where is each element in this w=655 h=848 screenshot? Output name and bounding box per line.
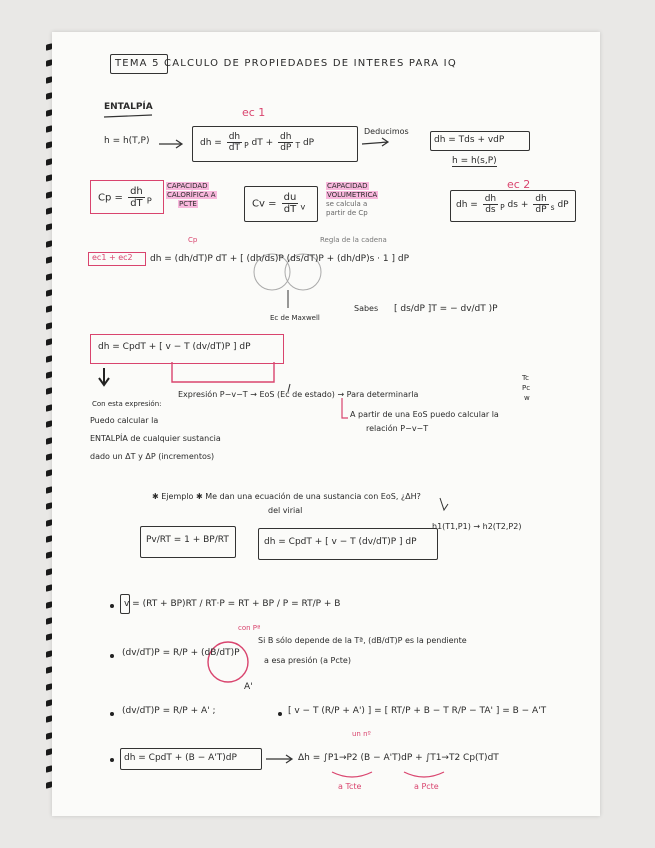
binder-hole	[46, 125, 52, 133]
binder-hole	[46, 404, 52, 412]
binder-hole	[46, 207, 52, 215]
binder-hole	[46, 584, 52, 592]
binder-hole	[46, 420, 52, 428]
binder-hole	[46, 535, 52, 543]
binder-hole	[46, 666, 52, 674]
binder-hole	[46, 338, 52, 346]
bullet-4	[278, 712, 282, 716]
conclusion-4: dado un ΔT y ΔP (incrementos)	[90, 452, 215, 461]
pc-label: Pc	[522, 384, 531, 392]
binder-hole	[46, 273, 52, 281]
binder-hole	[46, 92, 52, 100]
maxwell-note: Ec de Maxwell	[270, 314, 320, 322]
step5-label-a: a Tcte	[338, 782, 362, 791]
binder-hole	[46, 781, 52, 789]
dh-example-eq: dh = CpdT + [ v − T (dv/dT)P ] dP	[264, 537, 417, 547]
binder-hole	[46, 486, 52, 494]
binder-hole	[46, 732, 52, 740]
binder-hole	[46, 470, 52, 478]
sabes-eq: [ ds/dP ]T = − dv/dT )P	[394, 304, 498, 314]
binder-hole	[46, 142, 52, 150]
sabes-label: Sabes	[354, 304, 379, 313]
binder-hole	[46, 650, 52, 658]
combo-eq: dh = (dh/dT)P dT + [ (dh/ds)P (ds/dT)P + (dh/dP)s · 1 ] dP	[150, 254, 409, 264]
step5-integral: Δh = ∫P1→P2 (B − A'T)dP + ∫T1→T2 Cp(T)dT	[298, 753, 499, 763]
step3-eq: (dv/dT)P = R/P + A' ;	[122, 706, 216, 716]
binder-hole	[46, 60, 52, 68]
binder-hole	[46, 519, 52, 527]
binder-hole	[46, 76, 52, 84]
binder-hole	[46, 158, 52, 166]
ec1-label: ec 1	[242, 106, 266, 119]
bullet-5	[110, 758, 114, 762]
step1-eq: v = (RT + BP)RT / RT·P = RT + BP / P = RT/P + B	[124, 599, 341, 609]
notebook-page	[52, 32, 600, 816]
binder-hole	[46, 716, 52, 724]
conclusion-2: Puedo calcular la	[90, 416, 159, 425]
step2-A: A'	[244, 682, 253, 692]
deducimos-label: Deducimos	[364, 127, 409, 136]
binder-hole	[46, 224, 52, 232]
binder-hole	[46, 765, 52, 773]
binder-hole	[46, 748, 52, 756]
step2-note2: a esa presión (a Pcte)	[264, 656, 351, 665]
binder-hole	[46, 371, 52, 379]
w-label: w	[524, 394, 530, 402]
eos-eq: Pv/RT = 1 + BP/RT	[146, 535, 229, 545]
binder-hole	[46, 322, 52, 330]
binder-hole	[46, 437, 52, 445]
step5-label-b: a Pcte	[414, 782, 439, 791]
cv-definition: Cv = $\frac{du}{dT}$ $_v$	[252, 192, 306, 215]
example-states: h1(T1,P1) → h2(T2,P2)	[432, 522, 522, 531]
binder-hole	[46, 174, 52, 182]
binder-hole	[46, 109, 52, 117]
eq2: dh = $\frac{dh}{ds}$ $_P$ ds + $\frac{dh}{dP}$ $_s$ dP	[456, 194, 569, 215]
tc-label: Tc	[522, 374, 529, 382]
step5-eq: dh = CpdT + (B − A'T)dP	[124, 753, 237, 763]
step2-eq: (dv/dT)P = R/P + (dB/dT)P	[122, 648, 240, 658]
result-eq: dh = CpdT + [ v − T (dv/dT)P ] dP	[98, 342, 251, 352]
binder-hole	[46, 502, 52, 510]
binder-hole	[46, 683, 52, 691]
binder-hole	[46, 453, 52, 461]
binder-hole	[46, 43, 52, 51]
example-subtitle: del virial	[268, 506, 303, 515]
binder-hole	[46, 601, 52, 609]
binder-hole	[46, 699, 52, 707]
regla-cadena-note: Regla de la cadena	[320, 236, 387, 244]
binder-hole	[46, 355, 52, 363]
bullet-3	[110, 712, 114, 716]
eq1: dh = $\frac{dh}{dT}$ $_P$ dT + $\frac{dh}{dP}$ $_T$ dP	[200, 132, 315, 153]
conclusion-3: ENTALPÍA de cualquier sustancia	[90, 434, 221, 443]
binder-holes	[46, 44, 56, 804]
step2-note1: Si B sólo depende de la Tª, (dB/dT)P es la pendiente	[258, 636, 467, 645]
binder-hole	[46, 256, 52, 264]
cp-note: CAPACIDAD CALORÍFICA A PCTE	[167, 182, 216, 208]
binder-hole	[46, 568, 52, 576]
cv-note: CAPACIDAD VOLUMETRICA se calcula a partir de Cp	[326, 182, 378, 217]
h-sP: h = h(s,P)	[452, 156, 497, 166]
binder-hole	[46, 634, 52, 642]
expr-line1: Expresión P−v−T → EoS (Ec de estado) → Para determinarla	[178, 390, 419, 399]
h-function: h = h(T,P)	[104, 136, 150, 146]
cp-definition: Cp = $\frac{dh}{dT}$ $_P$	[98, 186, 152, 209]
binder-hole	[46, 617, 52, 625]
expr-line2: A partir de una EoS puedo calcular la	[350, 410, 499, 419]
cp-tag: Cp	[188, 236, 198, 244]
combo-label: ec1 + ec2	[92, 253, 133, 262]
step5-top: un nº	[352, 730, 371, 738]
binder-hole	[46, 191, 52, 199]
binder-hole	[46, 552, 52, 560]
example-title: ✱ Ejemplo ✱ Me dan una ecuación de una sustancia con EoS, ¿ΔH?	[152, 492, 421, 501]
expr-line3: relación P−v−T	[366, 424, 429, 433]
bullet-1	[110, 604, 114, 608]
step2-small: con Pª	[238, 624, 261, 632]
bullet-2	[110, 654, 114, 658]
ec2-label: ec 2	[507, 178, 531, 191]
entalpia-heading: ENTALPÍA	[104, 102, 153, 112]
binder-hole	[46, 289, 52, 297]
conclusion-1: Con esta expresión:	[92, 400, 162, 408]
step4-eq: [ v − T (R/P + A') ] = [ RT/P + B − T R/P − TA' ] = B − A'T	[288, 706, 547, 716]
eq-ds: dh = Tds + vdP	[434, 135, 505, 145]
binder-hole	[46, 240, 52, 248]
page-title: TEMA 5 CALCULO DE PROPIEDADES DE INTERES PARA IQ	[115, 58, 457, 69]
binder-hole	[46, 388, 52, 396]
binder-hole	[46, 306, 52, 314]
